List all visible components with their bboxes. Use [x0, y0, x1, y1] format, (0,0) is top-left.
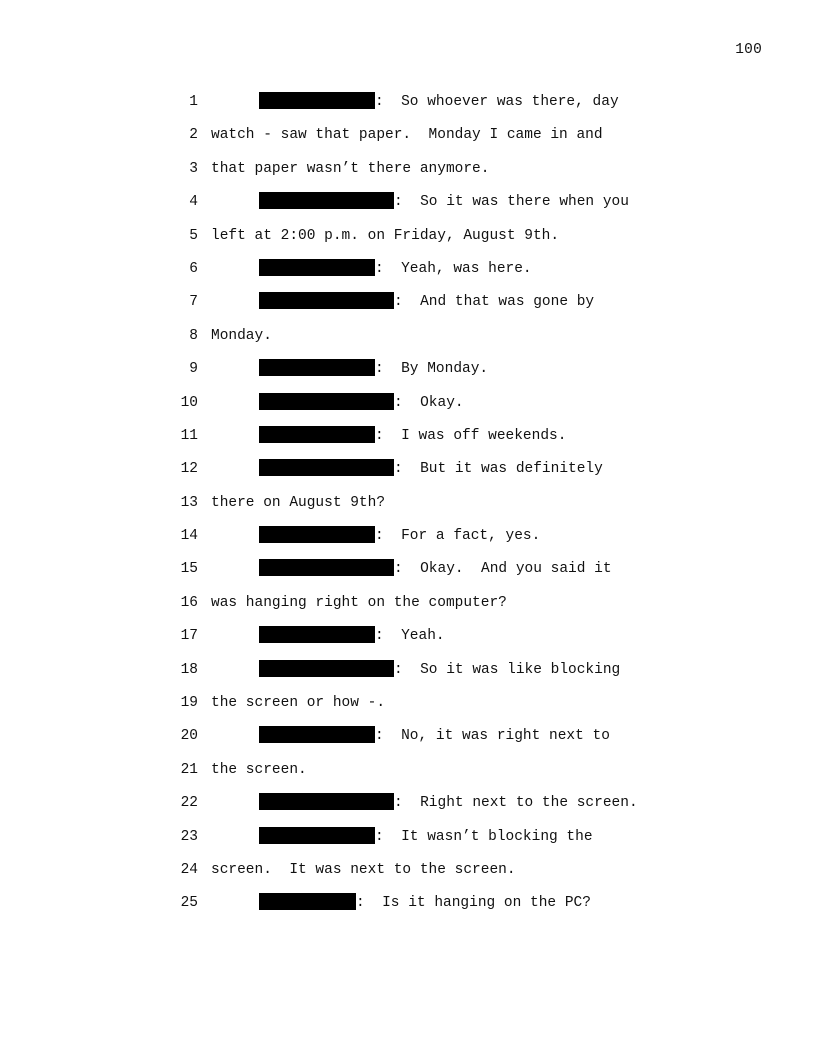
speaker-turn: : By Monday. — [259, 353, 488, 386]
line-number: 5 — [189, 227, 198, 244]
line-number: 16 — [180, 594, 198, 611]
speaker-turn: : But it was definitely — [259, 453, 603, 486]
transcript-line — [0, 353, 816, 386]
line-number: 22 — [180, 795, 198, 812]
line-text: left at 2:00 p.m. on Friday, August 9th. — [211, 227, 560, 244]
line-text: It wasn’t blocking the — [401, 828, 593, 845]
transcript-line — [0, 887, 816, 920]
redacted-speaker-name — [259, 827, 375, 844]
speaker-turn: : Yeah. — [259, 620, 445, 653]
line-number: 10 — [180, 394, 198, 411]
line-text: For a fact, yes. — [401, 528, 541, 545]
line-text: Okay. — [420, 394, 464, 411]
line-text: watch - saw that paper. Monday I came in and — [211, 127, 603, 144]
transcript-body — [0, 86, 816, 921]
transcript-line — [0, 620, 816, 653]
line-text: Okay. And you said it — [420, 561, 612, 578]
line-number: 3 — [189, 160, 198, 177]
line-text: So it was like blocking — [420, 661, 621, 678]
speaker-turn: : It wasn’t blocking the — [259, 821, 593, 854]
line-text: the screen or how -. — [211, 695, 386, 712]
redacted-speaker-name — [259, 459, 394, 476]
transcript-line — [0, 320, 816, 353]
line-number: 7 — [189, 294, 198, 311]
line-number: 19 — [180, 695, 198, 712]
line-text: I was off weekends. — [401, 427, 567, 444]
speaker-turn: : So it was like blocking — [259, 654, 620, 687]
redacted-speaker-name — [259, 292, 394, 309]
line-text: Yeah, was here. — [401, 260, 532, 277]
redacted-speaker-name — [259, 426, 375, 443]
line-text: Right next to the screen. — [420, 795, 638, 812]
transcript-line — [0, 220, 816, 253]
speaker-turn: : Okay. And you said it — [259, 553, 612, 586]
line-number: 6 — [189, 260, 198, 277]
redacted-speaker-name — [259, 626, 375, 643]
line-number: 15 — [180, 561, 198, 578]
line-number: 8 — [189, 327, 198, 344]
line-number: 4 — [189, 194, 198, 211]
transcript-line — [0, 453, 816, 486]
transcript-line — [0, 420, 816, 453]
speaker-turn: : I was off weekends. — [259, 420, 566, 453]
transcript-line — [0, 787, 816, 820]
line-number: 17 — [180, 628, 198, 645]
redacted-speaker-name — [259, 526, 375, 543]
transcript-line — [0, 687, 816, 720]
line-text: Yeah. — [401, 628, 445, 645]
line-number: 21 — [180, 761, 198, 778]
transcript-line — [0, 286, 816, 319]
line-text: was hanging right on the computer? — [211, 594, 507, 611]
page-number: 100 — [735, 42, 762, 58]
line-number: 23 — [180, 828, 198, 845]
line-number: 25 — [180, 895, 198, 912]
transcript-line — [0, 119, 816, 152]
line-text: screen. It was next to the screen. — [211, 861, 516, 878]
speaker-turn: : Yeah, was here. — [259, 253, 532, 286]
redacted-speaker-name — [259, 893, 356, 910]
transcript-line — [0, 720, 816, 753]
transcript-line — [0, 754, 816, 787]
line-number: 18 — [180, 661, 198, 678]
speaker-turn: : So whoever was there, day — [259, 86, 619, 119]
line-text: But it was definitely — [420, 461, 603, 478]
transcript-line — [0, 520, 816, 553]
line-text: By Monday. — [401, 361, 489, 378]
transcript-line — [0, 253, 816, 286]
redacted-speaker-name — [259, 92, 375, 109]
redacted-speaker-name — [259, 660, 394, 677]
line-number: 1 — [189, 94, 198, 110]
line-text: that paper wasn’t there anymore. — [211, 160, 490, 177]
speaker-turn: : And that was gone by — [259, 286, 594, 319]
speaker-turn: : Right next to the screen. — [259, 787, 638, 820]
line-text: Monday. — [211, 327, 272, 344]
line-number: 12 — [180, 461, 198, 478]
speaker-turn: : Is it hanging on the PC? — [259, 887, 591, 920]
line-number: 11 — [180, 427, 198, 444]
speaker-turn: : For a fact, yes. — [259, 520, 540, 553]
transcript-line — [0, 587, 816, 620]
redacted-speaker-name — [259, 726, 375, 743]
redacted-speaker-name — [259, 393, 394, 410]
speaker-turn: : Okay. — [259, 387, 464, 420]
redacted-speaker-name — [259, 793, 394, 810]
redacted-speaker-name — [259, 192, 394, 209]
transcript-line — [0, 86, 816, 119]
line-text: the screen. — [211, 761, 307, 778]
transcript-line — [0, 553, 816, 586]
transcript-line — [0, 487, 816, 520]
line-number: 14 — [180, 528, 198, 545]
transcript-line — [0, 387, 816, 420]
transcript-line — [0, 153, 816, 186]
redacted-speaker-name — [259, 359, 375, 376]
speaker-turn: : No, it was right next to — [259, 720, 610, 753]
line-text: And that was gone by — [420, 294, 595, 311]
line-number: 9 — [189, 361, 198, 378]
transcript-line — [0, 854, 816, 887]
line-number: 24 — [180, 861, 198, 878]
line-text: Is it hanging on the PC? — [382, 895, 591, 912]
line-text: there on August 9th? — [211, 494, 386, 511]
line-text: So whoever was there, day — [401, 94, 619, 110]
transcript-line — [0, 186, 816, 219]
line-number: 13 — [180, 494, 198, 511]
speaker-turn: : So it was there when you — [259, 186, 629, 219]
transcript-line — [0, 821, 816, 854]
transcript-line — [0, 654, 816, 687]
line-number: 20 — [180, 728, 198, 745]
line-text: No, it was right next to — [401, 728, 610, 745]
line-number: 2 — [189, 127, 198, 144]
line-text: So it was there when you — [420, 194, 629, 211]
redacted-speaker-name — [259, 559, 394, 576]
redacted-speaker-name — [259, 259, 375, 276]
